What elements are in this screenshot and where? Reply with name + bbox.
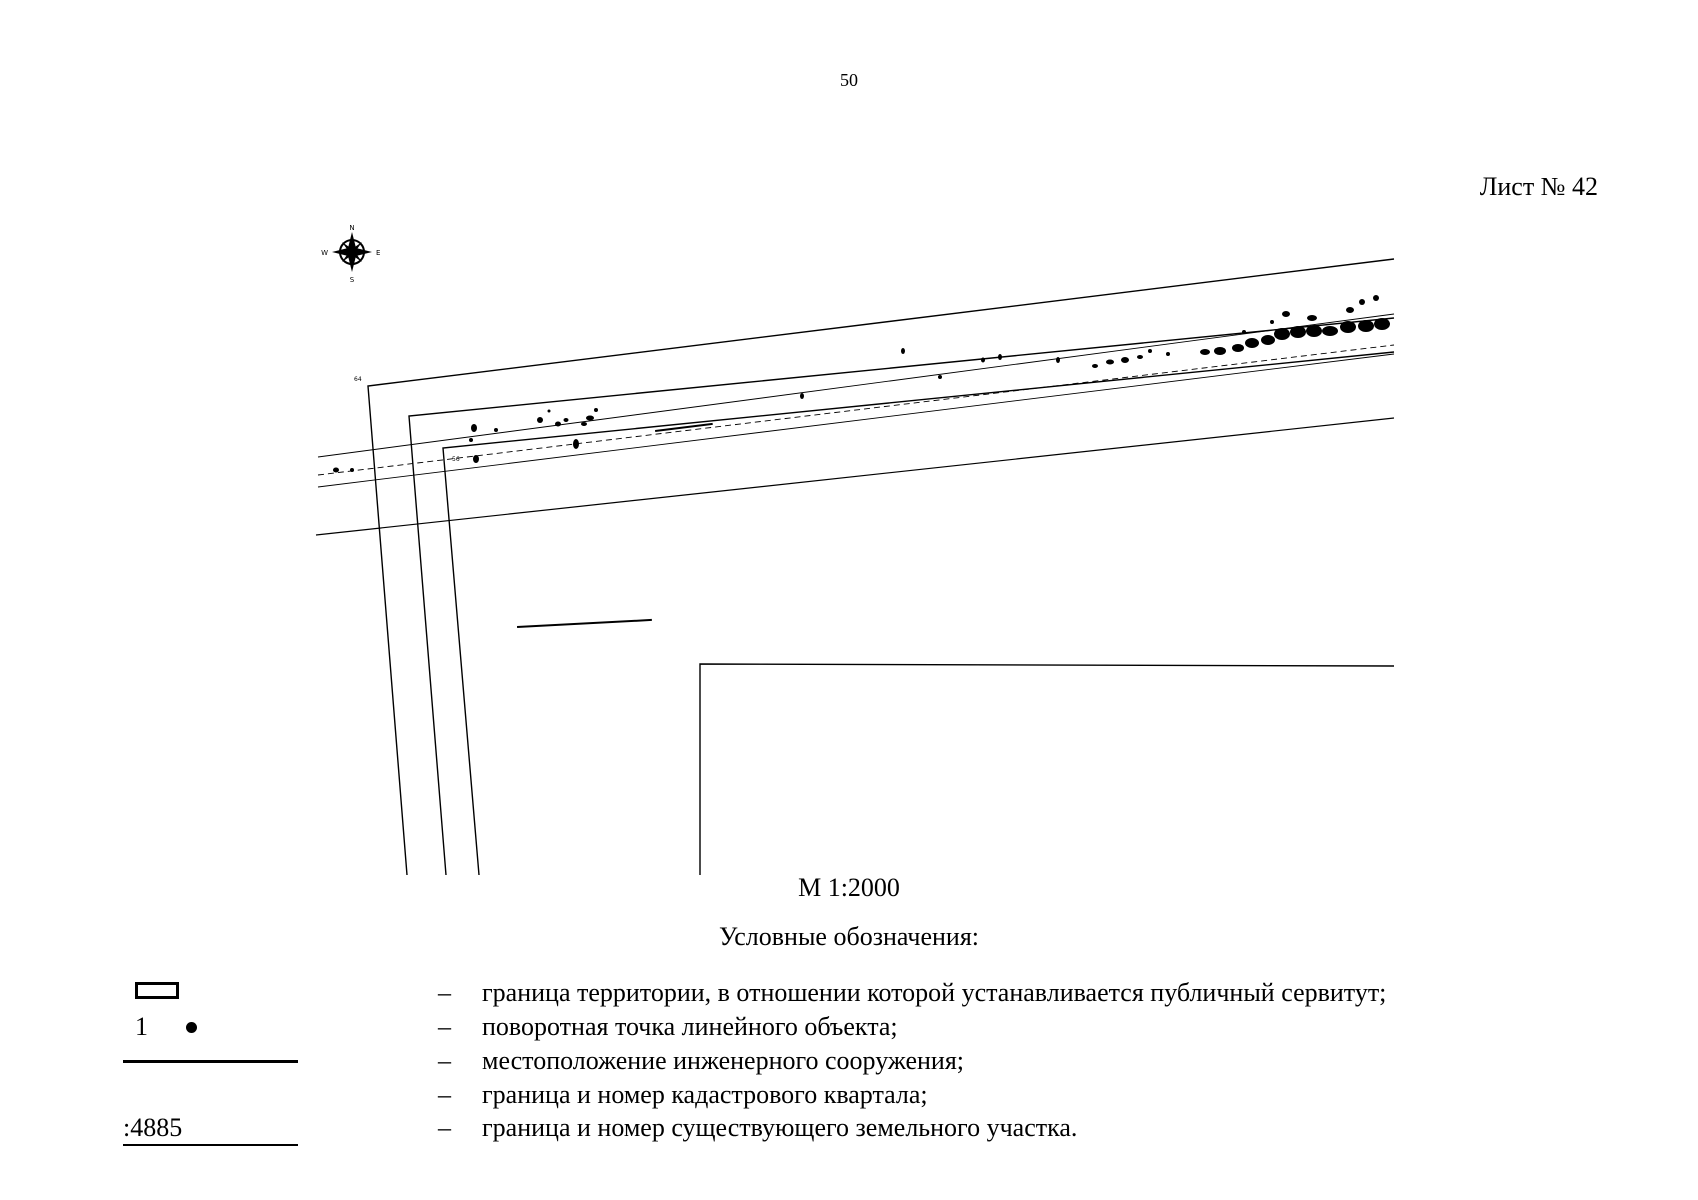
legend-point-number: 1 bbox=[135, 1012, 148, 1041]
legend-title: Условные обозначения: bbox=[718, 922, 980, 951]
servitude-boundary-inner bbox=[443, 352, 1394, 875]
compass-icon bbox=[321, 224, 380, 284]
legend-row-engineering-structure bbox=[0, 1046, 1698, 1080]
legend-text: граница территории, в отношении которой устанавливается публичный сервитут; bbox=[482, 978, 1387, 1007]
legend-row-cadastral-quarter bbox=[0, 1080, 1698, 1114]
legend-parcel-line-icon bbox=[123, 1144, 298, 1146]
legend-symbol-point bbox=[120, 1012, 310, 1046]
sheet-label: Лист № 42 bbox=[1479, 172, 1598, 201]
legend-dash: – bbox=[438, 1080, 451, 1109]
legend-symbol-quarter-line bbox=[120, 1080, 310, 1114]
legend-row-land-parcel bbox=[0, 1113, 1698, 1147]
compass-south-label: S bbox=[349, 276, 355, 284]
legend-dash: – bbox=[438, 1046, 451, 1075]
map-scale-label: М 1:2000 bbox=[798, 873, 900, 902]
point-label-56: 56 bbox=[452, 456, 460, 463]
legend-rectangle-icon bbox=[135, 982, 179, 999]
legend-dash: – bbox=[438, 1113, 451, 1142]
legend-text: граница и номер кадастрового квартала; bbox=[482, 1080, 928, 1109]
land-parcel-boundary bbox=[700, 664, 1394, 875]
legend-symbol-parcel-line bbox=[120, 1113, 310, 1147]
compass-west-label: W bbox=[321, 249, 328, 257]
compass-east-label: E bbox=[376, 249, 381, 257]
page-number: 50 bbox=[840, 70, 858, 90]
legend-row-turning-point bbox=[0, 1012, 1698, 1046]
legend-text: граница и номер существующего земельного участка. bbox=[482, 1113, 1078, 1142]
point-label-64: 64 bbox=[354, 376, 362, 383]
legend-text: поворотная точка линейного объекта; bbox=[482, 1012, 898, 1041]
corridor-line-dashed bbox=[318, 345, 1394, 475]
legend-row-servitude-boundary bbox=[0, 978, 1698, 1012]
legend-thick-line-icon bbox=[123, 1060, 298, 1063]
vegetation-marks bbox=[333, 295, 1390, 473]
compass-north-label: N bbox=[349, 224, 355, 232]
legend-symbol-thick-line bbox=[120, 1046, 310, 1080]
legend-symbol-rectangle bbox=[120, 978, 310, 1012]
legend-dash: – bbox=[438, 978, 451, 1007]
legend-dot-icon bbox=[186, 1022, 197, 1033]
legend-dash: – bbox=[438, 1012, 451, 1041]
legend-text: местоположение инженерного сооружения; bbox=[482, 1046, 965, 1075]
legend-parcel-number: :4885 bbox=[123, 1113, 183, 1142]
corridor-line-mid bbox=[318, 354, 1394, 487]
cadastral-label-strip bbox=[517, 423, 713, 628]
